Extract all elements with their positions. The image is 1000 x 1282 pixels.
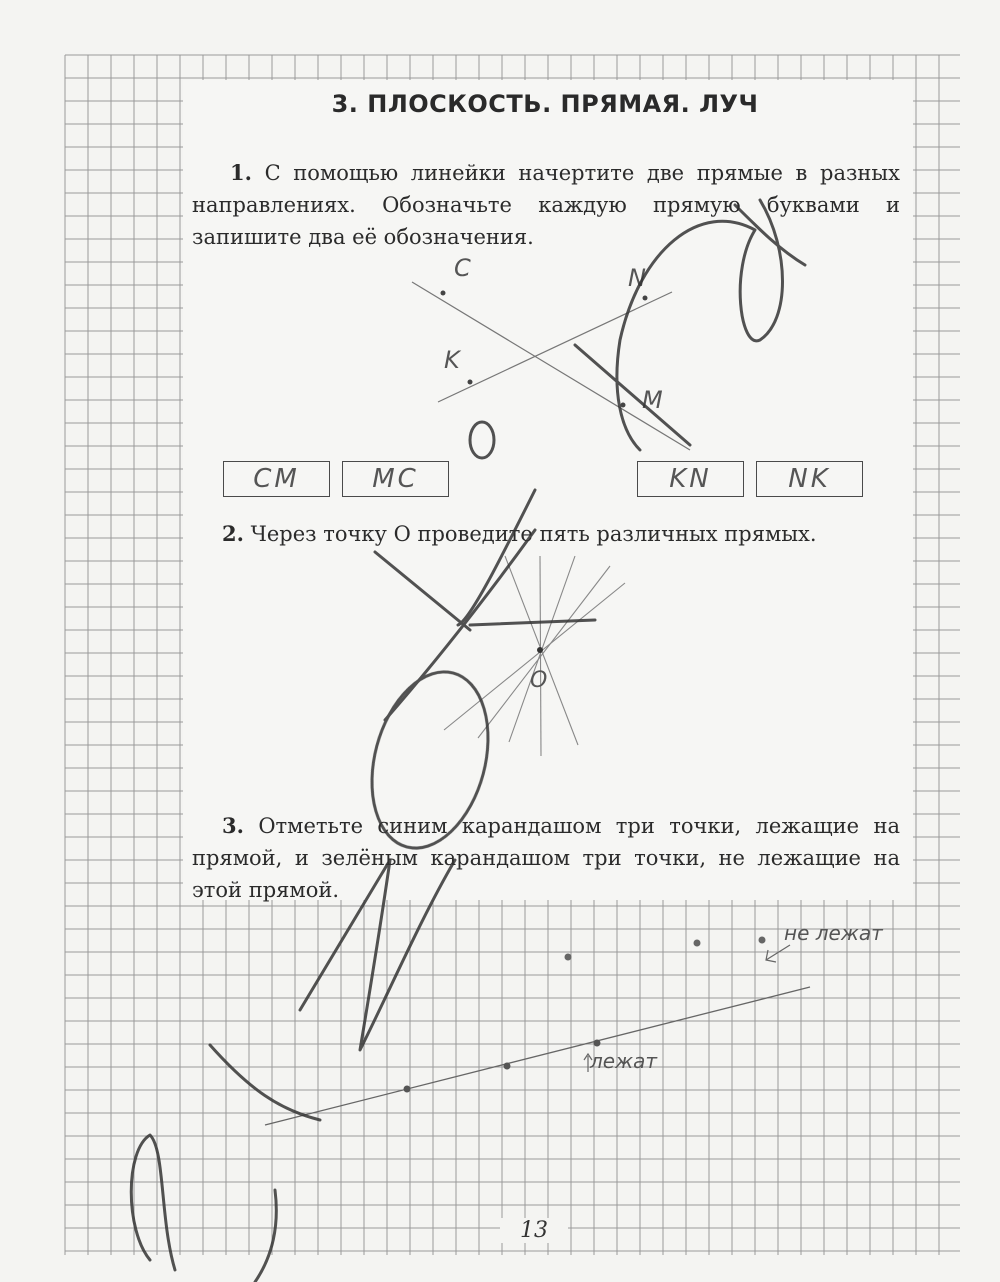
label-o: O [530,668,548,693]
scribble-k-1 [375,552,470,630]
line-kn [438,292,672,402]
task-2-number: 2. [222,521,244,546]
point-o [537,647,543,653]
task-3-text: Отметьте синим карандашом три точки, лежащие на прямой, и зелёным карандашом три точки, не лежащие на этой прямой. [192,814,900,902]
label-m: M [642,386,663,414]
point-off-line-3 [759,937,766,944]
line-o-4 [478,566,610,738]
scribble-bottom-tail [255,1190,276,1282]
page-title: 3. ПЛОСКОСТЬ. ПРЯМАЯ. ЛУЧ [331,90,759,118]
point-c [441,291,446,296]
line-o-5 [444,583,625,730]
answer-box-4: NK [756,461,863,497]
note-off-line: не лежат [784,921,883,945]
task-3-line [265,987,810,1125]
point-on-line-2 [504,1063,511,1070]
point-off-line-2 [694,940,701,947]
point-on-line-1 [404,1086,411,1093]
note-on-line: лежат [590,1049,658,1073]
lines-through-o [444,556,625,756]
scribble-m-shape [300,860,455,1050]
point-off-line-1 [565,954,572,961]
scribble-large-oval [354,659,507,861]
answer-box-1: CM [223,461,330,497]
scribble-small-o [470,422,494,458]
point-m [621,403,626,408]
scribble-bottom-loop [131,1135,175,1270]
label-n: N [628,264,646,292]
task-2-text: Через точку O проведите пять различных прямых. [250,522,817,546]
label-k: K [444,346,460,374]
scribble-lower-left-stroke [210,1045,320,1120]
page-number: 13 [500,1218,568,1243]
point-n [643,296,648,301]
task-3-number: 3. [222,813,244,838]
answer-box-2: MC [342,461,449,497]
point-on-line-3 [594,1040,601,1047]
task-1-text: С помощью линейки начертите две прямые в разных направлениях. Обозначьте каждую прямую буквами и запишите два её обозначения. [192,161,900,249]
task-1-number: 1. [230,160,252,185]
scribbles [131,200,805,1282]
answer-box-3: KN [637,461,744,497]
point-k [468,380,473,385]
arrow-off-line [766,945,790,962]
label-c: C [454,254,471,282]
scribble-diagonal-1 [575,345,690,445]
